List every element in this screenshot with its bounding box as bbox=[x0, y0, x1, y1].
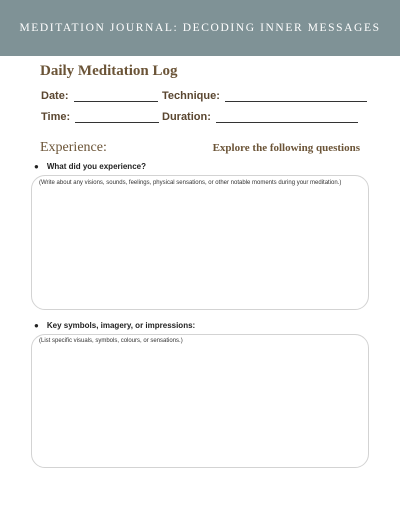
time-entry-line[interactable] bbox=[75, 110, 159, 123]
technique-entry-line[interactable] bbox=[225, 89, 367, 102]
bullet-icon: ● bbox=[34, 321, 39, 330]
question-experience bbox=[34, 162, 146, 171]
bullet-icon: ● bbox=[34, 162, 39, 171]
experience-hint: (Write about any visions, sounds, feelings, physical sensations, or other notable moments during your meditation.) bbox=[39, 180, 342, 186]
technique-label: Technique: bbox=[162, 90, 220, 102]
experience-textbox[interactable] bbox=[31, 175, 369, 310]
symbols-textbox[interactable] bbox=[31, 334, 369, 468]
date-field[interactable] bbox=[41, 89, 158, 102]
duration-label: Duration: bbox=[162, 111, 211, 123]
date-label: Date: bbox=[41, 90, 69, 102]
duration-entry-line[interactable] bbox=[216, 110, 358, 123]
journal-title: MEDITATION JOURNAL: DECODING INNER MESSAGES bbox=[19, 22, 381, 34]
question-symbols bbox=[34, 321, 195, 330]
time-field[interactable] bbox=[41, 110, 159, 123]
log-title: Daily Meditation Log bbox=[40, 63, 178, 79]
explore-subheading: Explore the following questions bbox=[212, 142, 360, 154]
experience-heading: Experience: bbox=[40, 140, 107, 155]
duration-field[interactable] bbox=[162, 110, 358, 123]
date-entry-line[interactable] bbox=[74, 89, 158, 102]
question-label: What did you experience? bbox=[46, 162, 146, 171]
time-label: Time: bbox=[41, 111, 71, 123]
question-label: Key symbols, imagery, or impressions: bbox=[46, 321, 196, 330]
symbols-hint: (List specific visuals, symbols, colours, or sensations.) bbox=[39, 338, 183, 344]
header-banner bbox=[0, 0, 400, 56]
technique-field[interactable] bbox=[162, 89, 367, 102]
